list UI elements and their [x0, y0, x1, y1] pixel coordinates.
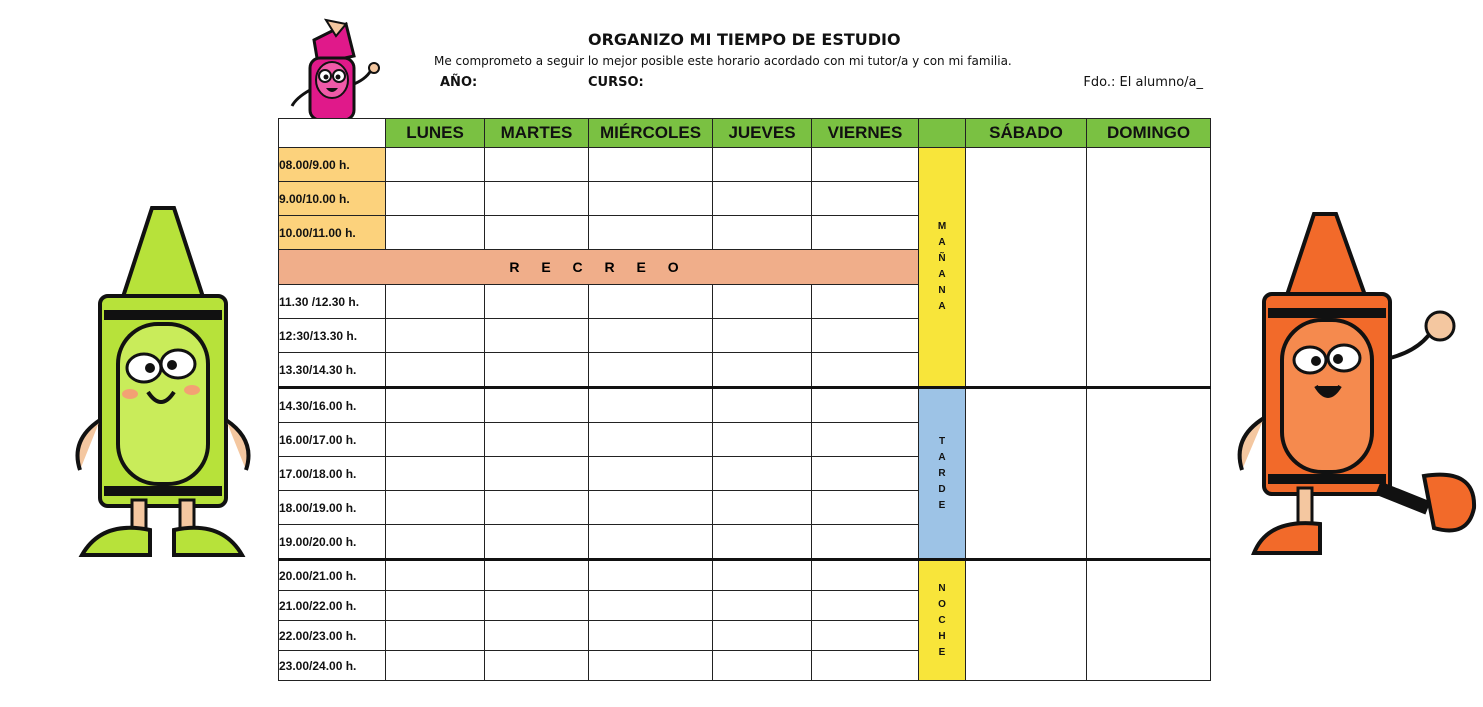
schedule-cell[interactable]	[589, 216, 713, 250]
time-slot-label: 20.00/21.00 h.	[279, 560, 386, 591]
time-slot-label: 9.00/10.00 h.	[279, 182, 386, 216]
band-letter: A	[938, 237, 946, 248]
schedule-cell[interactable]	[812, 491, 919, 525]
band-letter: O	[938, 598, 946, 610]
afternoon-band	[919, 388, 966, 560]
schedule-cell[interactable]	[589, 182, 713, 216]
schedule-cell[interactable]	[386, 621, 485, 651]
band-letter: E	[938, 499, 946, 511]
weekend-night-cell[interactable]	[1087, 560, 1211, 681]
band-letter: A	[938, 269, 946, 280]
schedule-cell[interactable]	[485, 560, 589, 591]
schedule-cell[interactable]	[386, 388, 485, 423]
schedule-cell[interactable]	[386, 148, 485, 182]
schedule-cell[interactable]	[485, 285, 589, 319]
schedule-cell[interactable]	[589, 353, 713, 388]
time-slot-label: 11.30 /12.30 h.	[279, 285, 386, 319]
band-letter: N	[938, 582, 946, 594]
band-letter: N	[938, 285, 946, 296]
time-slot-label: 12:30/13.30 h.	[279, 319, 386, 353]
band-letter: D	[938, 483, 946, 495]
schedule-cell[interactable]	[485, 525, 589, 560]
green-crayon-mascot-icon	[62, 200, 262, 565]
schedule-cell[interactable]	[812, 285, 919, 319]
band-letter: E	[938, 646, 946, 658]
schedule-cell[interactable]	[713, 621, 812, 651]
schedule-cell[interactable]	[386, 353, 485, 388]
schedule-cell[interactable]	[713, 148, 812, 182]
schedule-cell[interactable]	[713, 216, 812, 250]
time-slot-label: 22.00/23.00 h.	[279, 621, 386, 651]
schedule-cell[interactable]	[386, 591, 485, 621]
schedule-cell[interactable]	[485, 621, 589, 651]
schedule-cell[interactable]	[713, 353, 812, 388]
time-slot-label: 23.00/24.00 h.	[279, 651, 386, 681]
weekend-afternoon-cell[interactable]	[1087, 388, 1211, 560]
schedule-cell[interactable]	[589, 491, 713, 525]
band-letter: R	[938, 467, 946, 479]
schedule-cell[interactable]	[812, 651, 919, 681]
time-slot-label: 16.00/17.00 h.	[279, 423, 386, 457]
morning-band	[919, 148, 966, 388]
schedule-cell[interactable]	[812, 423, 919, 457]
time-slot-label: 14.30/16.00 h.	[279, 388, 386, 423]
schedule-cell[interactable]	[812, 457, 919, 491]
schedule-cell[interactable]	[812, 353, 919, 388]
schedule-cell[interactable]	[589, 148, 713, 182]
schedule-cell[interactable]	[485, 319, 589, 353]
schedule-cell[interactable]	[812, 560, 919, 591]
course-label: CURSO:	[588, 75, 644, 90]
time-slot-label: 10.00/11.00 h.	[279, 216, 386, 250]
schedule-cell[interactable]	[713, 525, 812, 560]
day-header: JUEVES	[713, 119, 812, 148]
schedule-cell[interactable]	[386, 319, 485, 353]
schedule-cell[interactable]	[713, 285, 812, 319]
schedule-cell[interactable]	[589, 621, 713, 651]
schedule-cell[interactable]	[386, 423, 485, 457]
schedule-cell[interactable]	[713, 591, 812, 621]
schedule-cell[interactable]	[812, 148, 919, 182]
schedule-cell[interactable]	[713, 457, 812, 491]
band-letter: T	[938, 435, 946, 447]
schedule-cell[interactable]	[386, 457, 485, 491]
schedule-cell[interactable]	[713, 491, 812, 525]
schedule-cell[interactable]	[589, 388, 713, 423]
schedule-cell[interactable]	[812, 319, 919, 353]
schedule-cell[interactable]	[812, 591, 919, 621]
night-band	[919, 560, 966, 681]
table-row	[279, 560, 1211, 591]
schedule-cell[interactable]	[713, 388, 812, 423]
schedule-cell[interactable]	[713, 182, 812, 216]
schedule-cell[interactable]	[589, 591, 713, 621]
schedule-cell[interactable]	[589, 423, 713, 457]
schedule-cell[interactable]	[485, 423, 589, 457]
schedule-cell[interactable]	[386, 216, 485, 250]
schedule-cell[interactable]	[589, 651, 713, 681]
schedule-cell[interactable]	[812, 525, 919, 560]
day-header: VIERNES	[812, 119, 919, 148]
schedule-cell[interactable]	[589, 560, 713, 591]
table-row	[279, 388, 1211, 423]
year-label: AÑO:	[440, 75, 478, 90]
schedule-cell[interactable]	[589, 319, 713, 353]
schedule-cell[interactable]	[386, 182, 485, 216]
day-header: DOMINGO	[1087, 119, 1211, 148]
schedule-cell[interactable]	[485, 353, 589, 388]
page-title: ORGANIZO MI TIEMPO DE ESTUDIO	[588, 30, 901, 49]
day-header: SÁBADO	[966, 119, 1087, 148]
weekend-afternoon-cell[interactable]	[966, 388, 1087, 560]
recreo-label: R E C R E O	[279, 250, 919, 285]
schedule-cell[interactable]	[485, 457, 589, 491]
schedule-cell[interactable]	[386, 525, 485, 560]
header-row	[279, 119, 1211, 148]
time-slot-label: 19.00/20.00 h.	[279, 525, 386, 560]
schedule-cell[interactable]	[485, 591, 589, 621]
band-header	[919, 119, 966, 148]
time-slot-label: 18.00/19.00 h.	[279, 491, 386, 525]
table-row	[279, 148, 1211, 182]
weekend-night-cell[interactable]	[966, 560, 1087, 681]
schedule-cell[interactable]	[713, 560, 812, 591]
signature-label: Fdo.: El alumno/a_	[1083, 75, 1203, 90]
schedule-cell[interactable]	[812, 388, 919, 423]
time-slot-label: 13.30/14.30 h.	[279, 353, 386, 388]
day-header: MIÉRCOLES	[589, 119, 713, 148]
schedule-cell[interactable]	[812, 621, 919, 651]
schedule-cell[interactable]	[485, 182, 589, 216]
schedule-cell[interactable]	[485, 491, 589, 525]
time-slot-label: 17.00/18.00 h.	[279, 457, 386, 491]
schedule-cell[interactable]	[485, 216, 589, 250]
schedule-cell[interactable]	[485, 148, 589, 182]
schedule-cell[interactable]	[713, 319, 812, 353]
weekend-morning-cell[interactable]	[1087, 148, 1211, 388]
commitment-text: Me comprometo a seguir lo mejor posible este horario acordado con mi tutor/a y con mi familia.	[434, 54, 1012, 68]
band-letter: Ñ	[938, 253, 946, 264]
corner-cell	[279, 119, 386, 148]
schedule-cell[interactable]	[589, 285, 713, 319]
band-letter: M	[937, 221, 947, 232]
schedule-cell[interactable]	[812, 182, 919, 216]
schedule-cell[interactable]	[589, 525, 713, 560]
schedule-cell[interactable]	[386, 491, 485, 525]
schedule-cell[interactable]	[485, 388, 589, 423]
time-slot-label: 08.00/9.00 h.	[279, 148, 386, 182]
schedule-cell[interactable]	[713, 651, 812, 681]
band-letter: H	[938, 630, 946, 642]
schedule-cell[interactable]	[713, 423, 812, 457]
schedule-cell[interactable]	[386, 560, 485, 591]
study-schedule-table	[278, 118, 1211, 681]
day-header: MARTES	[485, 119, 589, 148]
weekend-morning-cell[interactable]	[966, 148, 1087, 388]
band-letter: A	[938, 301, 946, 312]
band-letter: C	[938, 614, 946, 626]
band-letter: A	[938, 451, 946, 463]
day-header: LUNES	[386, 119, 485, 148]
orange-crayon-mascot-icon	[1228, 208, 1478, 563]
time-slot-label: 21.00/22.00 h.	[279, 591, 386, 621]
schedule-cell[interactable]	[386, 285, 485, 319]
schedule-cell[interactable]	[386, 651, 485, 681]
schedule-cell[interactable]	[812, 216, 919, 250]
schedule-cell[interactable]	[589, 457, 713, 491]
schedule-cell[interactable]	[485, 651, 589, 681]
